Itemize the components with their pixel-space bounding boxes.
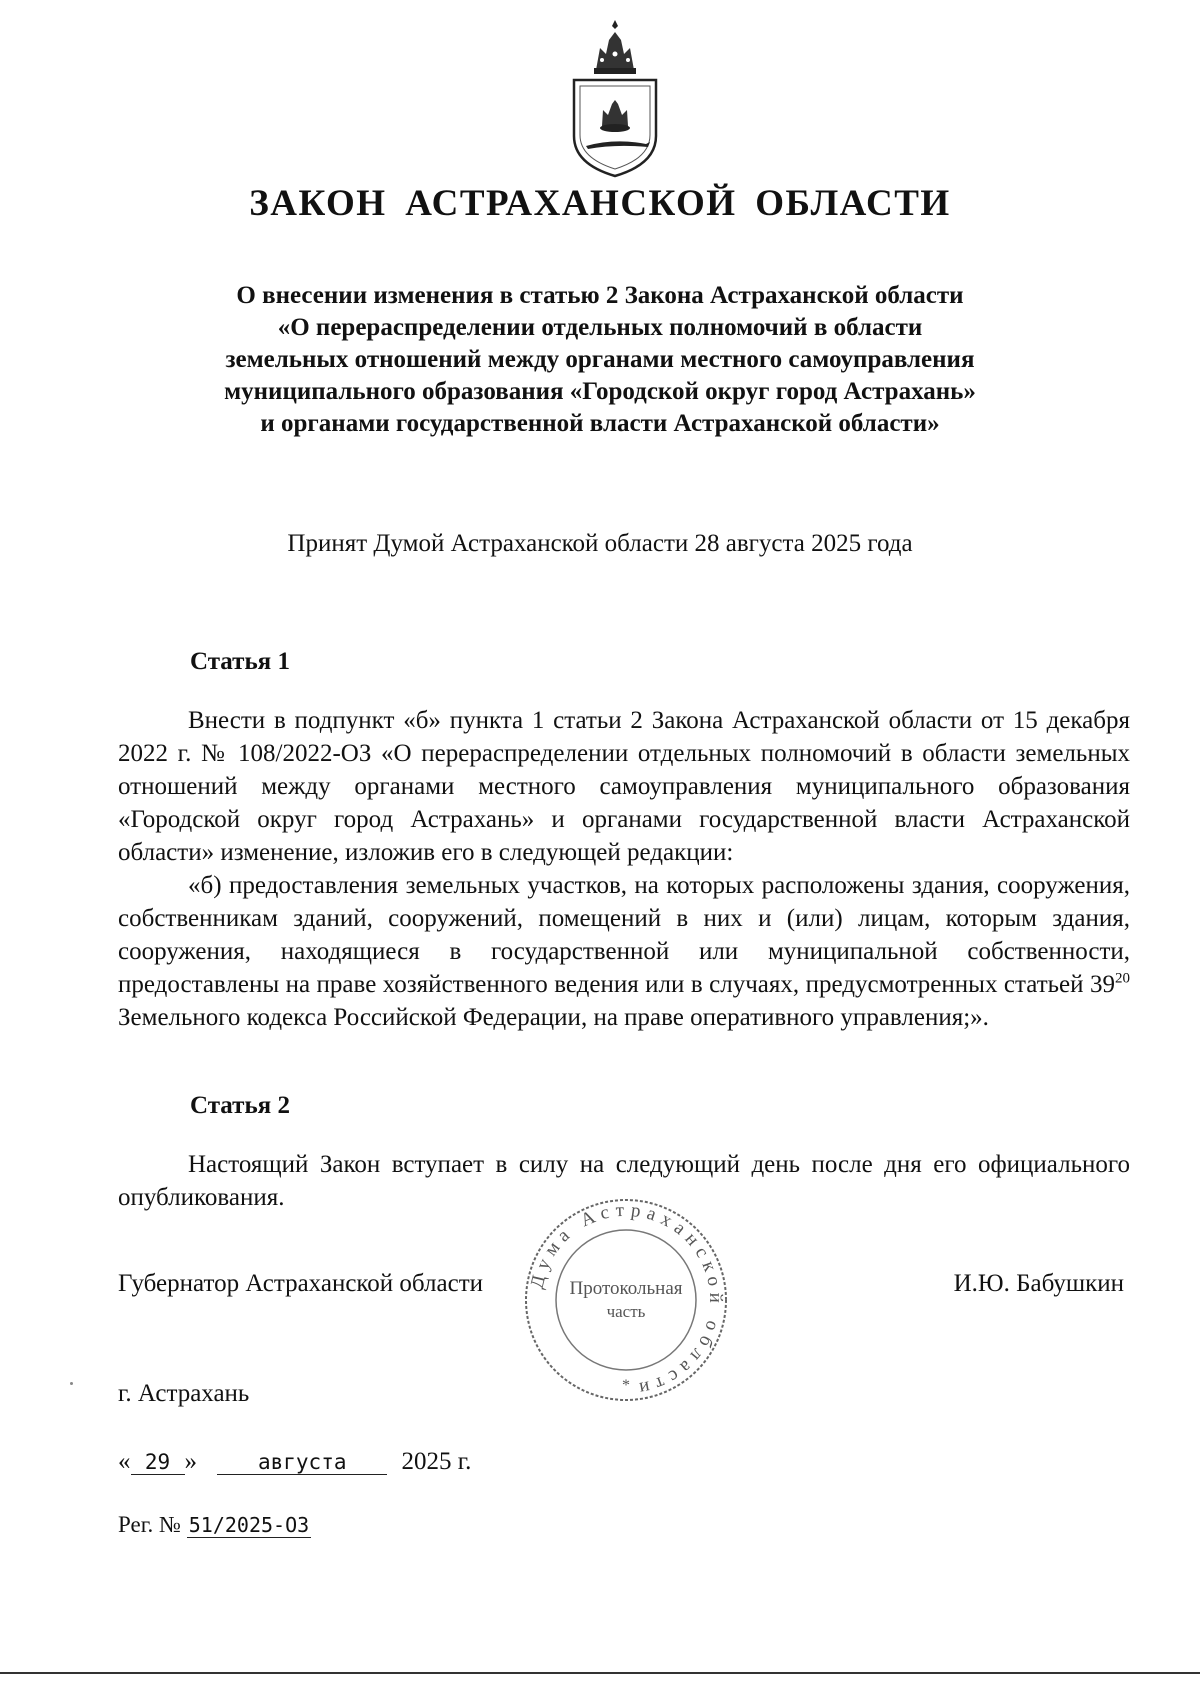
subtitle-line: и органами государственной власти Астраханской области» xyxy=(260,410,940,437)
signature-name: И.Ю. Бабушкин xyxy=(953,1270,1124,1297)
subtitle-line: муниципального образования «Городской округ город Астрахань» xyxy=(224,378,976,405)
place-of-signing: г. Астрахань xyxy=(118,1380,250,1407)
signature-position: Губернатор Астраханской области xyxy=(118,1270,484,1297)
paragraph-text: «б) предоставления земельных участков, на которых расположены здания, сооружения, собственникам зданий, сооружений, помещений в них и (или) лицам, которым здания, сооружения, находящиеся в государственной или муниципальной собственности, предоставлены на праве хозяйственного ведения или в случаях, предусмотренных статьей 39 xyxy=(118,872,1130,998)
svg-text:*: * xyxy=(622,1377,630,1394)
registration-label: Рег. № xyxy=(118,1512,181,1537)
seal-rings xyxy=(520,1194,732,1406)
subtitle-line: «О перераспределении отдельных полномочий в области xyxy=(277,314,923,341)
scan-speck xyxy=(70,1382,73,1385)
signing-date xyxy=(118,1448,471,1476)
subtitle-line: О внесении изменения в статью 2 Закона Астраханской области xyxy=(236,282,964,309)
law-title: ЗАКОН АСТРАХАНСКОЙ ОБЛАСТИ xyxy=(249,183,951,224)
coat-of-arms-emblem xyxy=(562,18,668,178)
article-1-paragraph-quoted xyxy=(118,869,1130,1034)
date-month: августа xyxy=(217,1450,387,1475)
subtitle-line: земельных отношений между органами местного самоуправления xyxy=(225,346,975,373)
seal-center-line-1: Протокольная xyxy=(569,1278,683,1299)
seal-ring-text: Дума Астраханской области xyxy=(526,1199,727,1400)
article-2-heading: Статья 2 xyxy=(190,1092,290,1119)
date-close-quote: » xyxy=(184,1448,197,1475)
article-1-paragraph: Внести в подпункт «б» пункта 1 статьи 2 Закона Астраханской области от 15 декабря 2022 г. № 108/2022-ОЗ «О перераспределении отдельных полномочий в области земельных отношений между органами местного самоуправления муниципального образования «Городской округ город Астрахань» и органами государственной власти Астраханской области» изменение, изложив его в следующей редакции: xyxy=(118,707,1130,866)
page-bottom-rule xyxy=(0,1672,1200,1674)
article-1-heading: Статья 1 xyxy=(190,648,290,675)
date-open-quote: « xyxy=(118,1448,131,1475)
law-subtitle xyxy=(100,280,1100,440)
date-year: 2025 г. xyxy=(401,1448,472,1475)
superscript: 20 xyxy=(1115,970,1130,987)
registration-value: 51/2025-ОЗ xyxy=(188,1513,310,1537)
seal-center-line-2: часть xyxy=(606,1302,646,1321)
paragraph-text: Земельного кодекса Российской Федерации, на праве оперативного управления;». xyxy=(118,1004,989,1031)
registration-number xyxy=(118,1512,311,1538)
adoption-statement: Принят Думой Астраханской области 28 августа 2025 года xyxy=(287,530,913,557)
date-day: 29 xyxy=(131,1450,185,1475)
official-seal xyxy=(520,1194,732,1406)
article-2-paragraph: Настоящий Закон вступает в силу на следующий день после дня его официального опубликования. xyxy=(118,1151,1130,1211)
article-1-body xyxy=(118,704,1130,1034)
